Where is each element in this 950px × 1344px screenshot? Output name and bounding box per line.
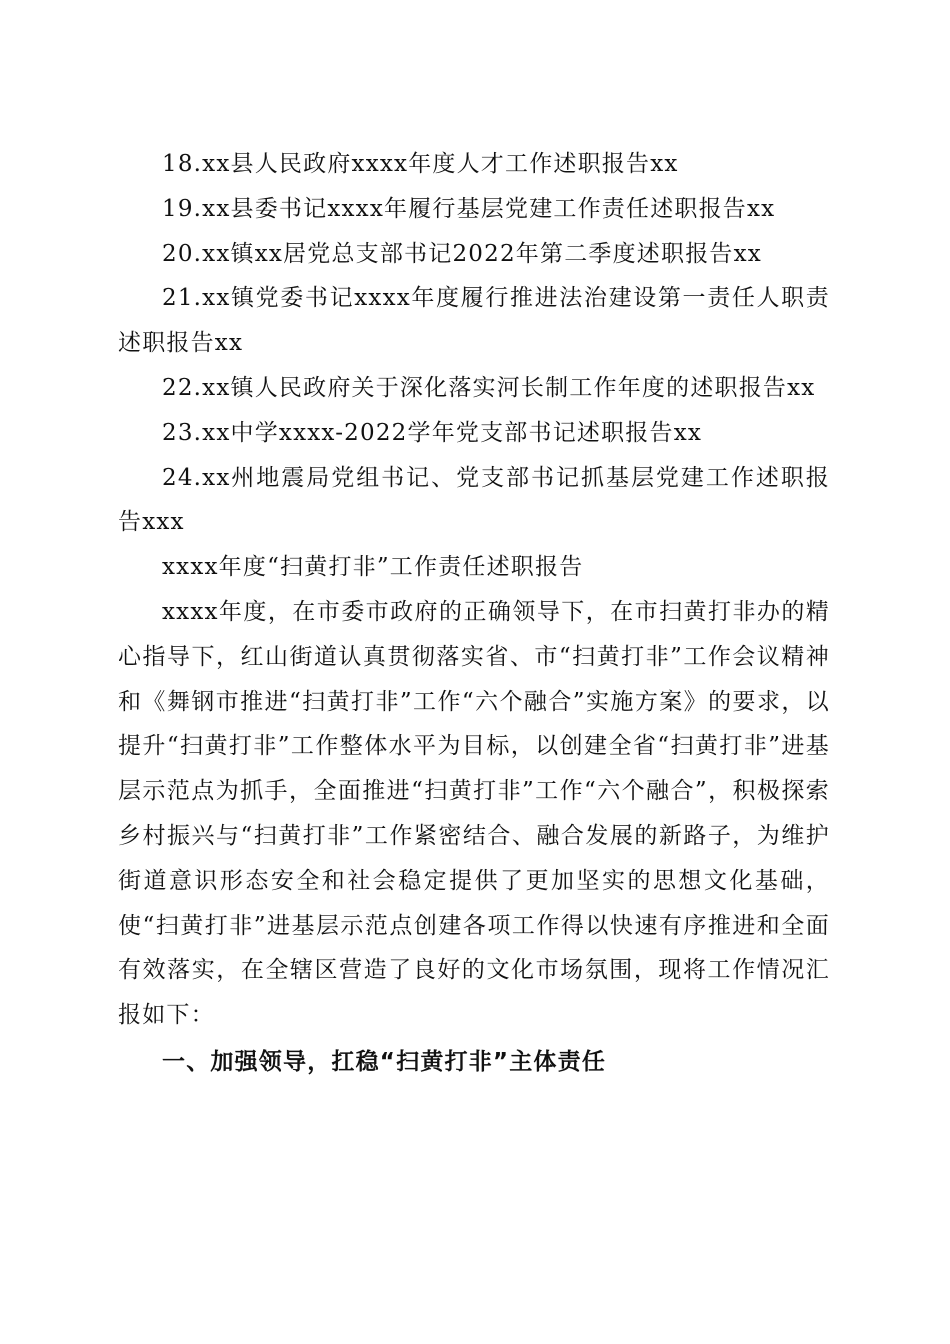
- list-item-22: 22.xx镇人民政府关于深化落实河长制工作年度的述职报告xx: [162, 374, 816, 401]
- list-item-23: 23.xx中学xxxx-2022学年党支部书记述职报告xx: [162, 419, 703, 446]
- list-item-18: 18.xx县人民政府xxxx年度人才工作述职报告xx: [162, 151, 679, 177]
- intro-paragraph: xxxx年度，在市委市政府的正确领导下，在市扫黄打非办的精心指导下，红山街道认真贯彻落实省、市“扫黄打非”工作会议精神和《舞钢市推进“扫黄打非”工作“六个融合”实施方案》的要求，以提升“扫黄打非”工作整体水平为目标，以创建全省“扫黄打非”进基层示范点为抓手，全面推进“扫黄打非”工作“六个融合”，积极探索乡村振兴与“扫黄打非”工作紧密结合、融合发展的新路子，为维护街道意识形态安全和社会稳定提供了更加坚实的思想文化基础，使“扫黄打非”进基层示范点创建各项工作得以快速有序推进和全面有效落实，在全辖区营造了良好的文化市场氛围，现将工作情况汇报如下：: [118, 598, 830, 1029]
- list-item-21: 21.xx镇党委书记xxxx年度履行推进法治建设第一责任人职责述职报告xx: [118, 285, 830, 357]
- list-item-24: 24.xx州地震局党组书记、党支部书记抓基层党建工作述职报告xxx: [118, 464, 830, 536]
- report-title: xxxx年度“扫黄打非”工作责任述职报告: [162, 554, 584, 581]
- list-item-20: 20.xx镇xx居党总支部书记2022年第二季度述职报告xx: [162, 240, 762, 267]
- section-heading: 一、加强领导，扛稳“扫黄打非”主体责任: [162, 1048, 607, 1075]
- document-body: [118, 142, 830, 1085]
- list-item-19: 19.xx县委书记xxxx年履行基层党建工作责任述职报告xx: [162, 195, 776, 222]
